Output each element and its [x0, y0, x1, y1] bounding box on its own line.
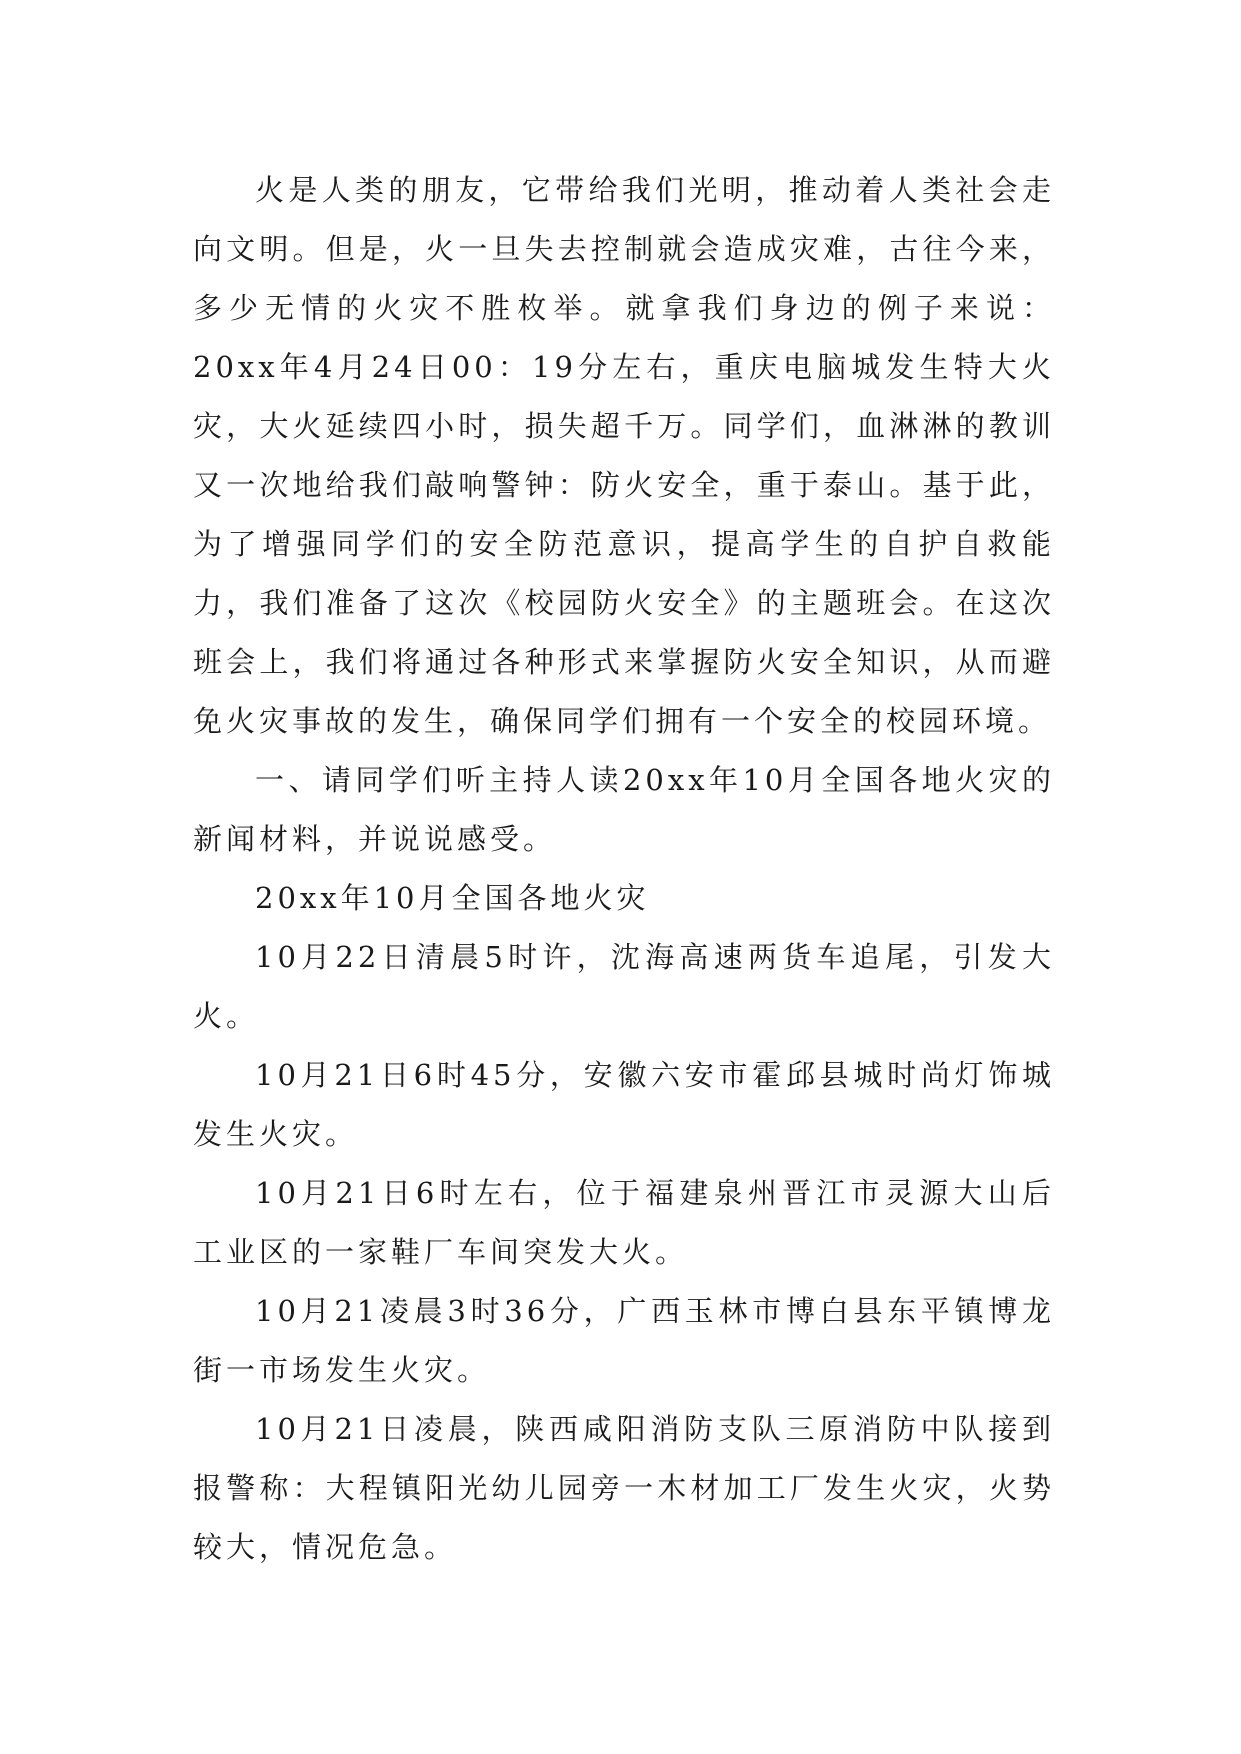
document-body [193, 161, 1055, 1577]
paragraph-section-one: 一、请同学们听主持人读20xx年10月全国各地火灾的新闻材料，并说说感受。 [193, 763, 1055, 856]
paragraph-intro: 火是人类的朋友，它带给我们光明，推动着人类社会走向文明。但是，火一旦失去控制就会造成灾难，古往今来，多少无情的火灾不胜枚举。就拿我们身边的例子来说：20xx年4月24日00：19分左右，重庆电脑城发生特大火灾，大火延续四小时，损失超千万。同学们，血淋淋的教训又一次地给我们敲响警钟：防火安全，重于泰山。基于此，为了增强同学们的安全防范意识，提高学生的自护自救能力，我们准备了这次《校园防火安全》的主题班会。在这次班会上，我们将通过各种形式来掌握防火安全知识，从而避免火灾事故的发生，确保同学们拥有一个安全的校园环境。 [193, 173, 1055, 738]
paragraph-news-item: 10月22日清晨5时许，沈海高速两货车追尾，引发大火。 [193, 940, 1055, 1033]
paragraph-news-item: 10月21日凌晨，陕西咸阳消防支队三原消防中队接到报警称：大程镇阳光幼儿园旁一木材加工厂发生火灾，火势较大，情况危急。 [193, 1412, 1055, 1564]
paragraph-news-heading: 20xx年10月全国各地火灾 [255, 881, 650, 915]
paragraph-news-item: 10月21凌晨3时36分，广西玉林市博白县东平镇博龙街一市场发生火灾。 [193, 1294, 1055, 1387]
paragraph-news-item: 10月21日6时45分，安徽六安市霍邱县城时尚灯饰城发生火灾。 [193, 1058, 1055, 1151]
paragraph-news-item: 10月21日6时左右，位于福建泉州晋江市灵源大山后工业区的一家鞋厂车间突发大火。 [193, 1176, 1055, 1269]
